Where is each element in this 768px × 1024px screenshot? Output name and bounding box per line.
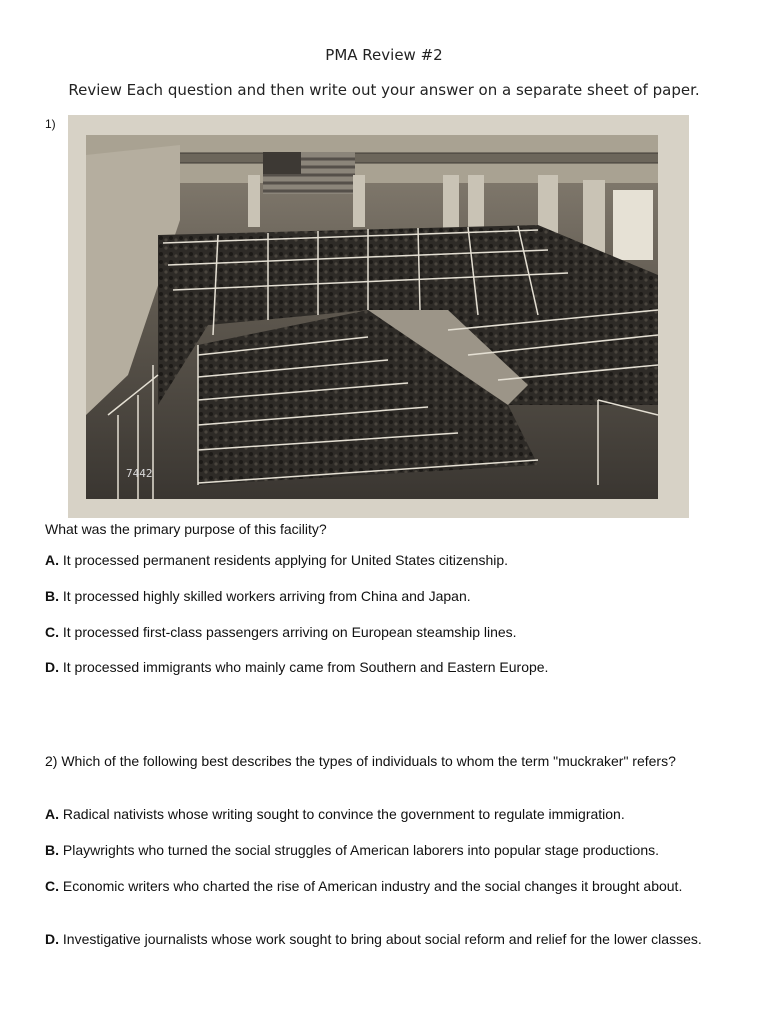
option-text: It processed immigrants who mainly came from Southern and Eastern Europe.	[62, 659, 549, 675]
question-2-option-b	[45, 841, 725, 859]
option-text: It processed first-class passengers arriving on European steamship lines.	[62, 624, 517, 640]
question-1-option-d	[45, 658, 725, 676]
option-text: Economic writers who charted the rise of American industry and the social changes it brought about.	[62, 878, 683, 894]
option-letter: C.	[45, 878, 59, 894]
question-1-number: 1)	[45, 117, 56, 131]
question-1-option-b	[45, 587, 725, 605]
page-title: PMA Review #2	[325, 46, 443, 64]
flag-graphic	[263, 152, 355, 194]
option-text: It processed permanent residents applying for United States citizenship.	[62, 552, 509, 568]
question-1-option-a	[45, 551, 725, 569]
question-1-option-c	[45, 623, 725, 641]
question-2-option-a	[45, 805, 725, 823]
option-letter: C.	[45, 624, 59, 640]
instructions: Review Each question and then write out your answer on a separate sheet of paper.	[68, 81, 700, 99]
ellis-island-photo	[68, 115, 689, 518]
option-text: It processed highly skilled workers arriving from China and Japan.	[62, 588, 471, 604]
option-text: Radical nativists whose writing sought to convince the government to regulate immigration.	[62, 806, 625, 822]
question-2-option-d	[45, 930, 705, 948]
option-letter: B.	[45, 842, 59, 858]
option-text: Investigative journalists whose work sought to bring about social reform and relief for the lower classes.	[62, 931, 702, 947]
question-2-stem: 2) Which of the following best describes the types of individuals to whom the term "muckraker" refers?	[45, 753, 676, 769]
option-letter: D.	[45, 931, 59, 947]
option-letter: D.	[45, 659, 59, 675]
photo-number-mark: 7442	[126, 467, 153, 480]
question-2-option-c	[45, 877, 705, 895]
option-letter: B.	[45, 588, 59, 604]
option-letter: A.	[45, 806, 59, 822]
option-letter: A.	[45, 552, 59, 568]
question-1-stem: What was the primary purpose of this facility?	[45, 521, 327, 537]
option-text: Playwrights who turned the social struggles of American laborers into popular stage productions.	[62, 842, 659, 858]
